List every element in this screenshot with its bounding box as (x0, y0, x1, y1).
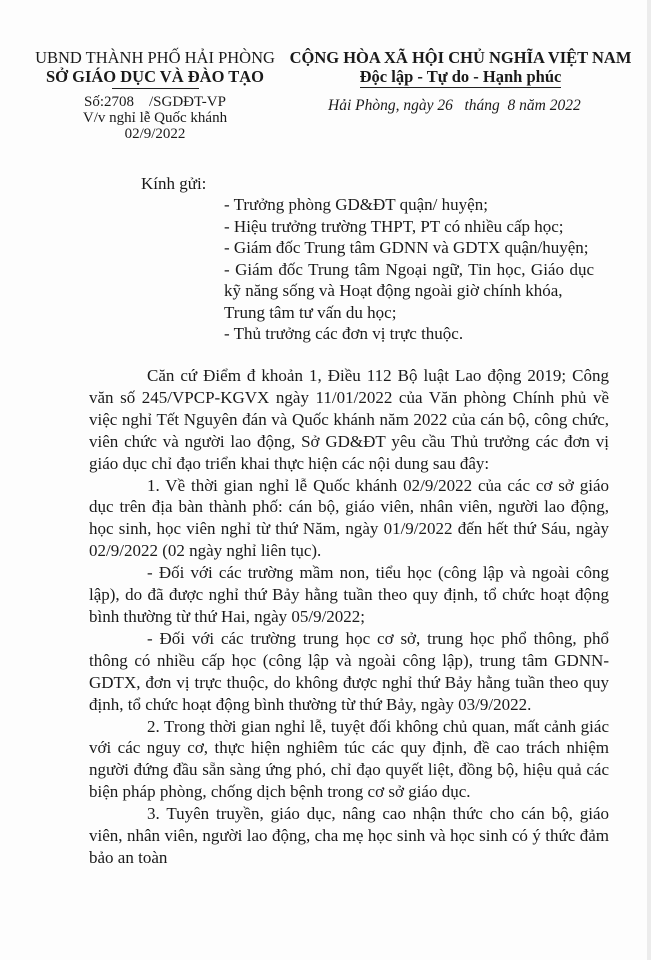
body-paragraph-item-3: 3. Tuyên truyền, giáo dục, nâng cao nhận thức cho cán bộ, giáo viên, nhân viên, người lao động, cha mẹ học sinh và học sinh có ý thức đảm bảo an toàn (89, 804, 609, 867)
issuing-organization: SỞ GIÁO DỤC VÀ ĐÀO TẠO (45, 67, 265, 86)
recipient-item: - Trưởng phòng GD&ĐT quận/ huyện; (224, 195, 488, 214)
body-paragraph-legal-basis: Căn cứ Điểm đ khoản 1, Điều 112 Bộ luật Lao động 2019; Công văn số 245/VPCP-KGVX ngày 11/01/2022 của Văn phòng Chính phủ về việc nghỉ Tết Nguyên đán và Quốc khánh năm 2022 của cán bộ, công chức, viên chức và người lao động, Sở GD&ĐT yêu cầu Thủ trưởng các đơn vị giáo dục chỉ đạo triển khai thực hiện các nội dung sau đây: (89, 366, 609, 473)
parent-organization: UBND THÀNH PHỐ HẢI PHÒNG (35, 48, 275, 67)
body-paragraph-preschool-primary: - Đối với các trường mầm non, tiểu học (công lập và ngoài công lập), do đã được nghỉ thứ Bảy hằng tuần theo quy định, tổ chức hoạt động bình thường từ thứ Hai, ngày 05/9/2022; (89, 563, 609, 626)
document-subject: V/v nghỉ lễ Quốc khánh (82, 110, 228, 126)
place-date-text: Hải Phòng, ngày 26 tháng 8 năm 2022 (328, 97, 581, 114)
national-header-block (288, 48, 633, 115)
issuing-authority-block (10, 48, 300, 142)
page-edge-strip (647, 0, 651, 960)
organization-underline (112, 88, 199, 89)
recipient-item: - Giám đốc Trung tâm GDNN và GDTX quận/huyện; (224, 238, 589, 257)
national-motto: Độc lập - Tự do - Hạnh phúc (359, 67, 562, 86)
recipient-item-continued: kỹ năng sống và Hoạt động ngoài giờ chính khóa, (224, 281, 563, 300)
body-paragraph-secondary: - Đối với các trường trung học cơ sở, trung học phổ thông, phổ thông có nhiều cấp học (công lập và ngoài công lập), trung tâm GDNN-GDTX, đơn vị trực thuộc, do không được nghỉ thứ Bảy hằng tuần theo quy định, tổ chức hoạt động bình thường từ thứ Bảy, ngày 03/9/2022. (89, 628, 609, 714)
recipient-item: - Giám đốc Trung tâm Ngoại ngữ, Tin học, Giáo dục (224, 259, 594, 279)
recipient-item: - Hiệu trưởng trường THPT, PT có nhiều cấp học; (224, 216, 564, 236)
document-body (89, 365, 609, 869)
national-title: CỘNG HÒA XÃ HỘI CHỦ NGHĨA VIỆT NAM (289, 48, 632, 67)
place-and-date (288, 97, 633, 115)
recipients-list (224, 194, 594, 345)
document-number: Số:2708 /SGDĐT-VP (84, 94, 226, 110)
document-subject-date: 02/9/2022 (124, 126, 186, 142)
recipient-item: - Thủ trưởng các đơn vị trực thuộc. (224, 324, 464, 343)
recipient-item-continued: Trung tâm tư vấn du học; (224, 302, 397, 322)
body-paragraph-item-2: 2. Trong thời gian nghỉ lễ, tuyệt đối không chủ quan, mất cảnh giác với các nguy cơ, thực hiện nghiêm túc các quy định, đề cao trách nhiệm người đứng đầu sẵn sàng ứng phó, chỉ đạo quyết liệt, đồng bộ, hiệu quả các biện pháp phòng, chống dịch bệnh trong cơ sở giáo dục. (89, 716, 609, 802)
body-paragraph-item-1: 1. Về thời gian nghỉ lễ Quốc khánh 02/9/2022 của các cơ sở giáo dục trên địa bàn thành phố: cán bộ, giáo viên, nhân viên, người lao động, học sinh, học viên nghỉ từ thứ Năm, ngày 01/9/2022 đến hết thứ Sáu, ngày 02/9/2022 (02 ngày nghỉ liên tục). (89, 475, 609, 561)
recipients-label: Kính gửi: (141, 174, 207, 193)
